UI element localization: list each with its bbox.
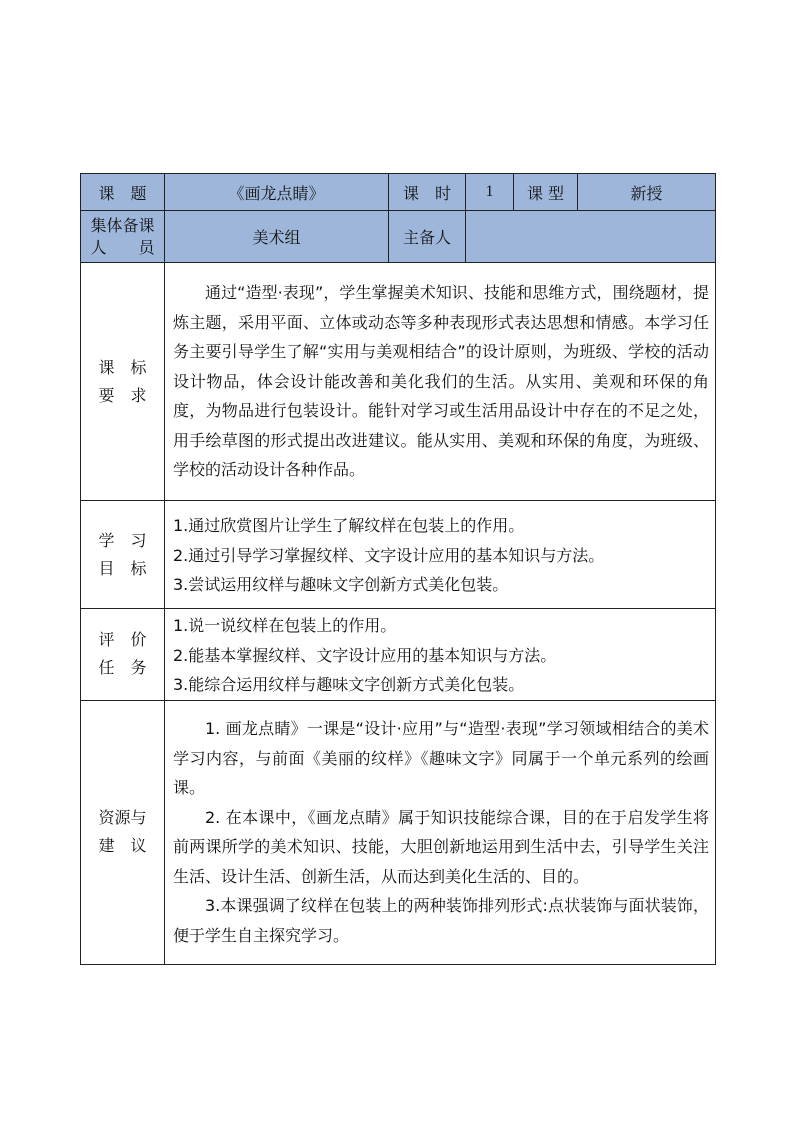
resources-label [81,700,165,964]
hours-value: 1 [466,174,514,211]
resources-paragraph: 1. 画龙点睛》一课是“设计·应用”与“造型·表现”学习领域相结合的美术学习内容，与前面《美丽的纹样》《趣味文字》同属于一个单元系列的绘画课。 [173,719,709,797]
topic-value: 《画龙点睛》 [165,174,389,211]
assessment-row [81,609,716,701]
header-row-group [81,211,716,263]
assessment-item: 1.说一说纹样在包装上的作用。 [173,616,397,635]
resources-paragraph: 2. 在本课中，《画龙点睛》属于知识技能综合课，目的在于启发学生将前两课所学的美术知识、技能，大胆创新地运用到生活中去，引导学生关注生活、设计生活、创新生活，从而达到美化生活的、目的。 [173,807,709,886]
goals-row [81,501,716,609]
resources-label-line1: 资源与 [98,808,147,827]
goals-label-line1: 学 习 [98,530,147,550]
group-label [81,211,165,263]
curriculum-label [81,263,165,501]
assessment-label-line1: 评 价 [98,630,147,650]
goal-item: 1.通过欣赏图片让学生了解纹样在包装上的作用。 [173,516,525,536]
resources-text-cell [165,700,716,964]
goals-list [165,501,716,609]
assessment-label-line2: 任 务 [98,658,147,678]
lesson-plan-table [80,173,716,965]
group-label-line1: 集体备课 [90,215,155,235]
type-value: 新授 [578,174,716,211]
resources-label-line2: 建 议 [98,836,147,855]
lead-value [466,211,716,263]
goals-label-line2: 目 标 [98,558,147,578]
assessment-item: 2.能基本掌握纹样、文字设计应用的基本知识与方法。 [173,645,557,665]
assessment-item: 3.能综合运用纹样与趣味文字创新方式美化包装。 [173,675,525,694]
curriculum-text: 通过“造型·表现”，学生掌握美术知识、技能和思维方式，围绕题材，提炼主题，采用平面、立体或动态等多种表现形式表达思想和情感。本学习任务主要引导学生了解“实用与美观相结合”的设计原则，为班级、学校的活动设计物品，体会设计能改善和美化我们的生活。从实用、美观和环保的角度，为物品进行包装设计。能针对学习或生活用品设计中存在的不足之处，用手绘草图的形式提出改进建议。能从实用、美观和环保的角度，为班级、学校的活动设计各种作品。 [173,283,709,480]
header-row-topic [81,174,716,211]
hours-label: 课 时 [389,174,466,211]
topic-label: 课 题 [81,174,165,211]
curriculum-label-line2: 要 求 [98,385,147,405]
lead-label: 主备人 [389,211,466,263]
assessment-list [165,609,716,701]
group-label-line2: 人 员 [90,237,155,257]
curriculum-row [81,263,716,501]
goals-label [81,501,165,609]
type-label: 课 型 [514,174,578,211]
goal-item: 3.尝试运用纹样与趣味文字创新方式美化包装。 [173,575,509,595]
resources-paragraph: 3.本课强调了纹样在包装上的两种装饰排列形式:点状装饰与面状装饰，便于学生自主探究学习。 [173,896,709,945]
lesson-plan-sheet [80,173,715,965]
group-value: 美术组 [165,211,389,263]
goal-item: 2.通过引导学习掌握纹样、文字设计应用的基本知识与方法。 [173,545,605,565]
curriculum-text-cell [165,263,716,501]
curriculum-label-line1: 课 标 [98,357,147,377]
resources-row [81,700,716,964]
assessment-label [81,609,165,701]
